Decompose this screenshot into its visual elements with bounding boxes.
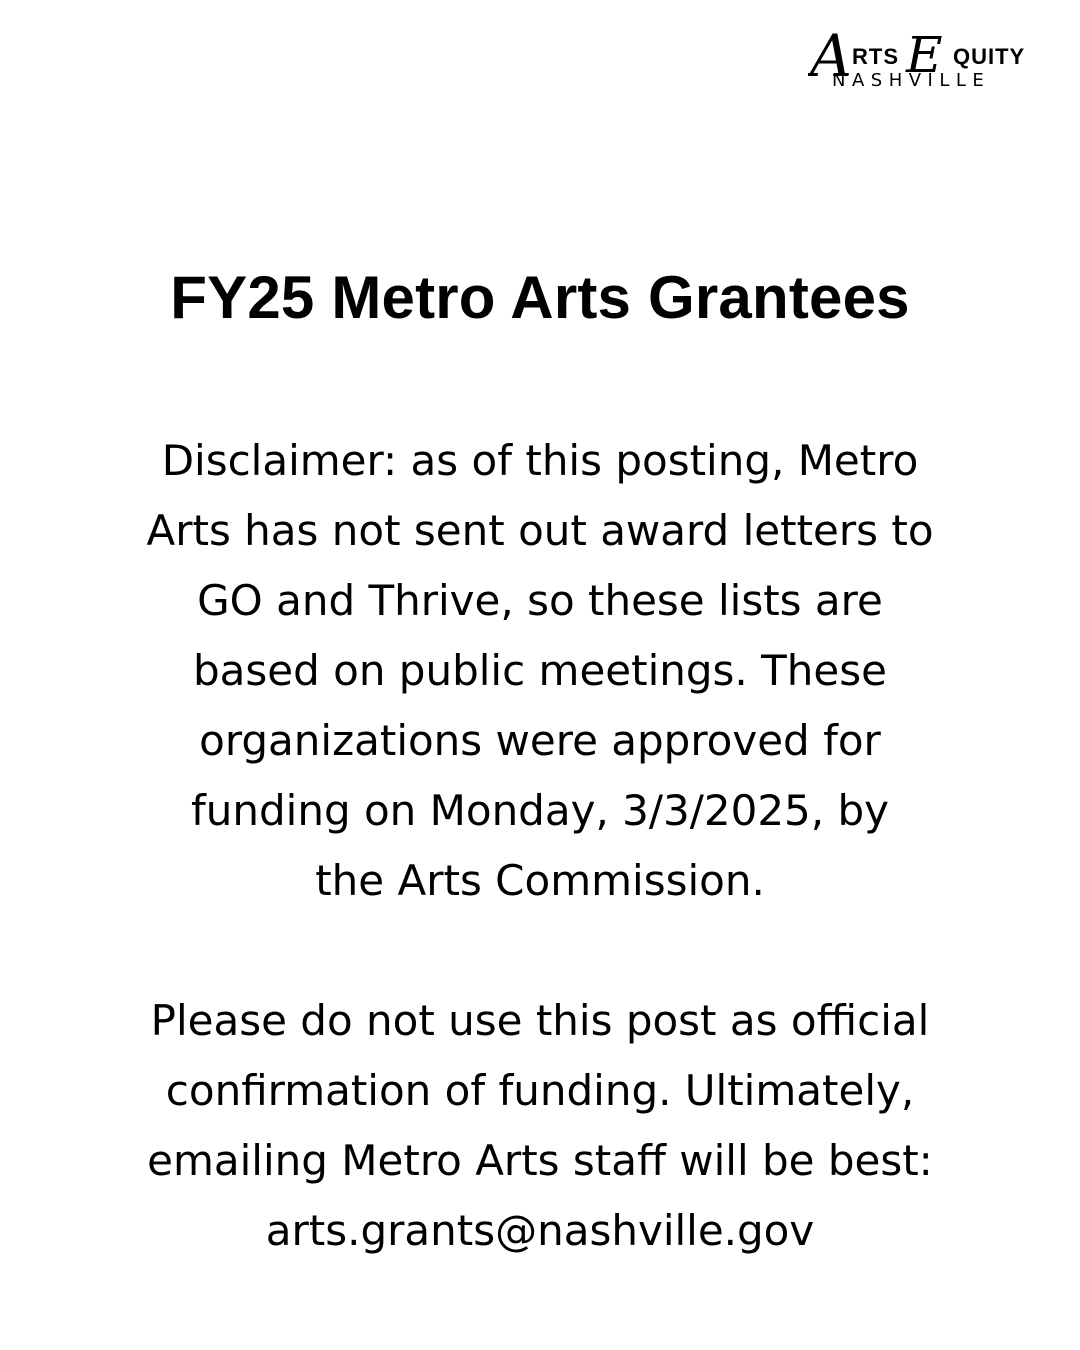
logo-quity: QUITY <box>953 44 1026 69</box>
disclaimer-line: GO and Thrive, so these lists are <box>197 576 883 625</box>
notice-line: Please do not use this post as official <box>150 996 930 1045</box>
logo-nashville: NASHVILLE <box>832 70 991 91</box>
arts-equity-nashville-logo <box>808 20 1054 92</box>
disclaimer-paragraph <box>0 426 1080 916</box>
notice-line: emailing Metro Arts staff will be best: <box>147 1136 933 1185</box>
logo-rts: RTS <box>852 44 899 69</box>
disclaimer-line: organizations were approved for <box>199 716 881 765</box>
contact-email: arts.grants@nashville.gov <box>265 1206 815 1255</box>
notice-paragraph <box>0 986 1080 1266</box>
logo-script-e: E <box>906 26 943 84</box>
logo-script-a: A <box>810 22 852 90</box>
disclaimer-line: Arts has not sent out award letters to <box>146 506 934 555</box>
logo-graphic <box>808 20 1054 92</box>
disclaimer-line: funding on Monday, 3/3/2025, by <box>190 786 889 835</box>
page-title: FY25 Metro Arts Grantees <box>170 264 910 331</box>
notice-line: confirmation of funding. Ultimately, <box>165 1066 915 1115</box>
disclaimer-line: Disclaimer: as of this posting, Metro <box>161 436 919 485</box>
disclaimer-line: the Arts Commission. <box>315 856 765 905</box>
disclaimer-line: based on public meetings. These <box>193 646 887 695</box>
